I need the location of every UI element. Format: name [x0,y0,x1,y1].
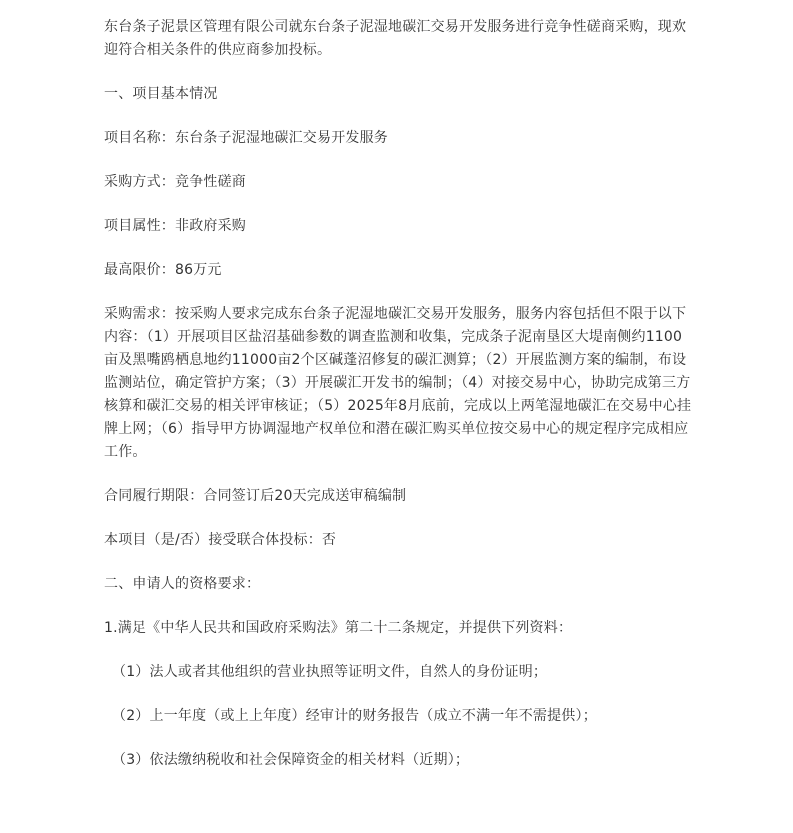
qualification-subitem: （3）依法缴纳税收和社会保障资金的相关材料（近期）； [112,752,470,768]
qualification-subitem: （1）法人或者其他组织的营业执照等证明文件，自然人的身份证明； [112,664,548,680]
consortium-bidding: 本项目（是/否）接受联合体投标：否 [104,532,337,548]
document-body [104,16,694,772]
procurement-requirements: 采购需求：按采购人要求完成东台条子泥湿地碳汇交易开发服务，服务内容包括但不限于以下内容：（1）开展项目区盐沼基础参数的调查监测和收集，完成条子泥南垦区大堤南侧约1100亩及黑嘴鸥栖息地约11000亩2个区碱蓬沼修复的碳汇测算；（2）开展监测方案的编制，布设监测站位，确定管护方案；（3）开展碳汇开发书的编制；（4）对接交易中心，协助完成第三方核算和碳汇交易的相关评审核证；（5）2025年8月底前，完成以上两笔湿地碳汇在交易中心挂牌上网；（6）指导甲方协调湿地产权单位和潜在碳汇购买单位按交易中心的规定程序完成相应工作。 [104,306,692,460]
procurement-method: 采购方式：竞争性磋商 [104,174,246,190]
qualification-item-1: 1.满足《中华人民共和国政府采购法》第二十二条规定，并提供下列资料： [104,620,573,636]
section-heading-basic-info: 一、项目基本情况 [104,86,218,102]
contract-period: 合同履行期限：合同签订后20天完成送审稿编制 [104,488,407,504]
project-attribute: 项目属性：非政府采购 [104,218,246,234]
project-name: 项目名称：东台条子泥湿地碳汇交易开发服务 [104,130,388,146]
max-price: 最高限价：86万元 [104,262,222,278]
intro-paragraph: 东台条子泥景区管理有限公司就东台条子泥湿地碳汇交易开发服务进行竞争性磋商采购，现欢迎符合相关条件的供应商参加投标。 [104,19,687,58]
section-heading-qualifications: 二、申请人的资格要求： [104,576,261,592]
qualification-subitem: （2）上一年度（或上上年度）经审计的财务报告（成立不满一年不需提供）； [112,708,597,724]
